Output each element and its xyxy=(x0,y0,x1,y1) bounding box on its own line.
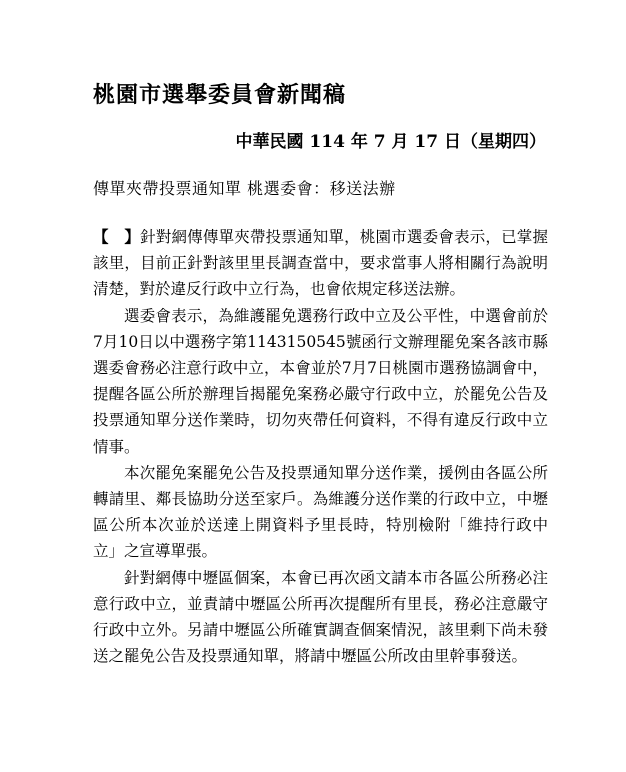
paragraph-2: 選委會表示，為維護罷免選務行政中立及公平性，中選會前於7月10日以中選務字第1143150545號函行文辦理罷免案各該市縣選委會務必注意行政中立，本會並於7月7日桃園市選務協調會中，提醒各區公所於辦理旨揭罷免案務必嚴守行政中立，於罷免公告及投票通知單分送作業時，切勿夾帶任何資料，不得有違反行政中立情事。 xyxy=(93,306,548,456)
paragraph-1-text: 針對網傳傳單夾帶投票通知單，桃園市選委會表示，已掌握該里，目前正針對該里里長調查當中，要求當事人將相關行為說明清楚，對於違反行政中立行為，也會依規定移送法辦。 xyxy=(93,228,548,299)
paragraph-1 xyxy=(93,224,548,303)
paragraph-3: 本次罷免案罷免公告及投票通知單分送作業，援例由各區公所轉請里、鄰長協助分送至家戶。為維護分送作業的行政中立，中壢區公所本次並於送達上開資料予里長時，特別檢附「維持行政中立」之宣導單張。 xyxy=(93,463,548,561)
release-date: 中華民國 114 年 7 月 17 日（星期四） xyxy=(235,132,546,152)
document-body xyxy=(93,224,548,669)
document-title: 桃園市選舉委員會新聞稿 xyxy=(93,82,347,108)
paragraph-4: 針對網傳中壢區個案，本會已再次函文請本市各區公所務必注意行政中立，並責請中壢區公所再次提醒所有里長，務必注意嚴守行政中立外。另請中壢區公所確實調查個案情況，該里剩下尚未發送之罷免公告及投票通知單，將請中壢區公所改由里幹事發送。 xyxy=(93,568,548,666)
blank-bracket: 【 】 xyxy=(93,227,141,246)
headline: 傳單夾帶投票通知單 桃選委會：移送法辦 xyxy=(93,179,396,198)
